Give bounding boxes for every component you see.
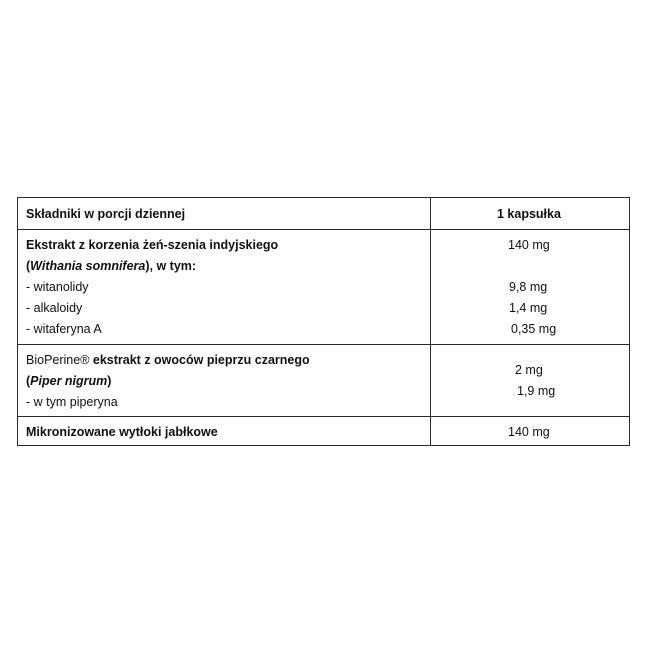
sub-ingredient-amount: 1,4 mg [509,301,548,315]
sub-ingredient-amount: 0,35 mg [511,322,557,336]
ingredients-table [17,197,630,446]
ingredient-name: BioPerine® ekstrakt z owoców pieprzu czarnego [26,353,310,367]
table-row [18,416,629,447]
ingredient-name: Ekstrakt z korzenia żeń-szenia indyjskiego [26,238,279,252]
latin-name: Piper nigrum [30,374,108,388]
ingredient-amount: 140 mg [508,238,550,252]
sub-ingredient-amount: 1,9 mg [517,384,556,398]
ingredient-name: Mikronizowane wytłoki jabłkowe [26,425,218,439]
sub-ingredient-label: - witanolidy [26,280,89,294]
table-row [18,229,629,344]
ingredient-amount: 140 mg [508,425,550,439]
ingredient-amount: 2 mg [515,363,543,377]
latin-name: Withania somnifera [30,259,146,273]
header-ingredients: Składniki w porcji dziennej [26,207,186,221]
sub-ingredient-label: - alkaloidy [26,301,83,315]
header-serving: 1 kapsułka [497,207,561,221]
table-header-row [18,198,629,230]
brand-name: BioPerine® [26,353,90,367]
sub-ingredient-label: - w tym piperyna [26,395,118,409]
ingredient-latin-line: (Withania somnifera), w tym: [26,259,197,273]
ingredient-latin-line: (Piper nigrum) [26,374,112,388]
table-row [18,344,629,416]
sub-ingredient-label: - witaferyna A [26,322,102,336]
sub-ingredient-amount: 9,8 mg [509,280,548,294]
